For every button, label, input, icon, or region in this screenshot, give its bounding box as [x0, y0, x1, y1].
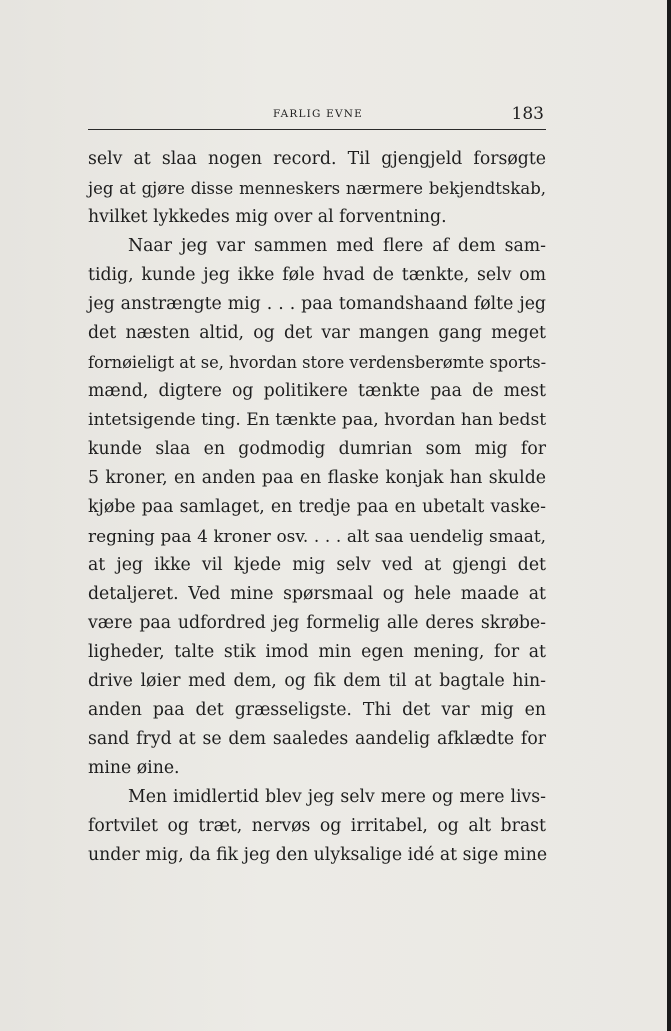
- text-line: intetsigende ting. En tænkte paa, hvordan han bedst: [88, 410, 547, 430]
- text-line: jeg anstrængte mig . . . paa tomandshaand følte jeg: [88, 294, 546, 314]
- text-line: selv at slaa nogen record. Til gjengjeld forsøgte: [88, 149, 546, 169]
- text-line: mine øine.: [88, 758, 180, 778]
- text-line: fornøieligt at se, hvordan store verdensberømte sports-: [88, 353, 547, 372]
- body-text: [88, 145, 546, 870]
- text-line: ligheder, talte stik imod min egen mening, for at: [88, 642, 546, 662]
- text-line: anden paa det græsseligste. Thi det var mig en: [88, 700, 546, 720]
- running-title: FARLIG EVNE: [273, 108, 364, 120]
- text-line: fortvilet og træt, nervøs og irritabel, og alt brast: [88, 816, 546, 836]
- text-line: mænd, digtere og politikere tænkte paa de mest: [88, 381, 546, 401]
- header-rule: [88, 129, 546, 130]
- text-line: kjøbe paa samlaget, en tredje paa en ubetalt vaske-: [88, 497, 546, 517]
- text-line: jeg at gjøre disse menneskers nærmere bekjendtskab,: [88, 179, 546, 198]
- text-line: Men imidlertid blev jeg selv mere og mere livs-: [128, 787, 546, 807]
- page-edge-shadow: [667, 0, 671, 1031]
- text-line: sand fryd at se dem saaledes aandelig afklædte for: [88, 729, 546, 749]
- text-line: 5 kroner, en anden paa en flaske konjak han skulde: [88, 468, 546, 488]
- text-line: Naar jeg var sammen med flere af dem sam-: [128, 236, 546, 256]
- text-line: regning paa 4 kroner osv. . . . alt saa uendelig smaat,: [88, 526, 546, 546]
- page-number: 183: [511, 104, 544, 124]
- text-line: detaljeret. Ved mine spørsmaal og hele maade at: [88, 584, 546, 604]
- text-line: det næsten altid, og det var mangen gang meget: [88, 323, 546, 343]
- text-line: tidig, kunde jeg ikke føle hvad de tænkte, selv om: [88, 265, 546, 285]
- text-line: at jeg ikke vil kjede mig selv ved at gjengi det: [88, 555, 546, 575]
- text-line: hvilket lykkedes mig over al forventning.: [88, 207, 447, 227]
- page-header: [88, 104, 546, 126]
- text-line: under mig, da fik jeg den ulyksalige idé at sige mine: [88, 845, 548, 865]
- text-line: drive løier med dem, og fik dem til at bagtale hin-: [88, 671, 546, 691]
- text-line: være paa udfordred jeg formelig alle deres skrøbe-: [88, 613, 546, 633]
- text-line: kunde slaa en godmodig dumrian som mig for: [88, 439, 546, 459]
